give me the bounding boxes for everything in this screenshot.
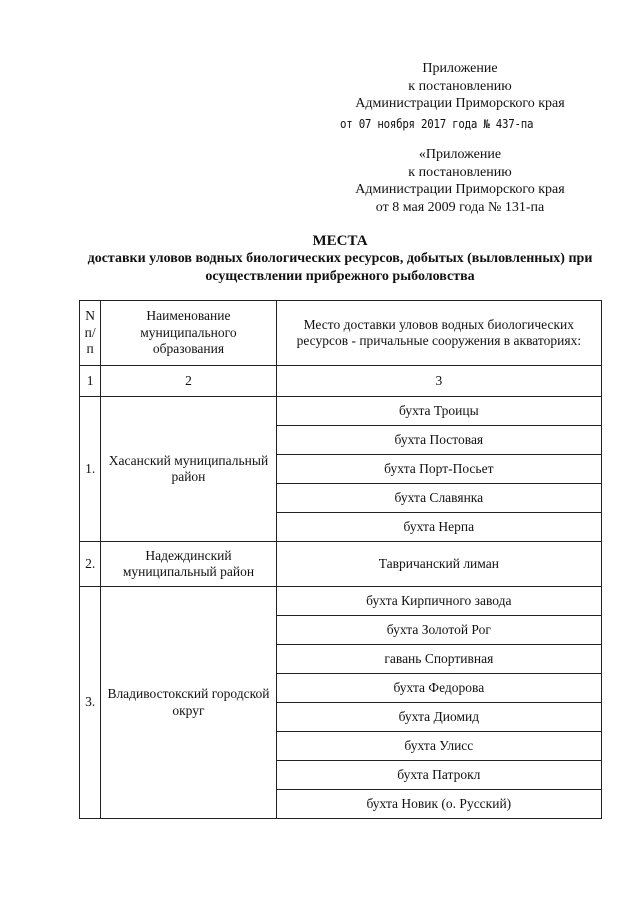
delivery-place: бухта Патрокл: [276, 761, 601, 790]
row-number: 2.: [80, 542, 101, 587]
original-appendix-header: [330, 146, 590, 216]
row-number: 3.: [80, 587, 101, 819]
delivery-places-table: [79, 300, 602, 819]
delivery-place: бухта Постовая: [276, 426, 601, 455]
appendix-line: Администрации Приморского края: [355, 182, 565, 197]
delivery-place: бухта Диомид: [276, 703, 601, 732]
delivery-place: бухта Новик (о. Русский): [276, 790, 601, 819]
municipality-name: Надеждинский муниципальный район: [101, 542, 276, 587]
column-number: 2: [101, 366, 276, 397]
appendix-line: Приложение: [422, 61, 498, 76]
header-number: N п/п: [80, 301, 101, 366]
row-number: 1.: [80, 397, 101, 542]
delivery-place: Тавричанский лиман: [276, 542, 601, 587]
delivery-place: бухта Федорова: [276, 674, 601, 703]
delivery-place: бухта Порт-Посьет: [276, 455, 601, 484]
header-municipality: Наименование муниципального образования: [101, 301, 276, 366]
delivery-place: гавань Спортивная: [276, 645, 601, 674]
appendix-line: «Приложение: [418, 147, 502, 162]
column-number: 3: [276, 366, 601, 397]
appendix-line: от 8 мая 2009 года № 131-па: [375, 199, 545, 215]
appendix-header: [330, 60, 590, 113]
appendix-line: к постановлению: [408, 164, 512, 180]
document-subtitle: доставки уловов водных биологических ресурсов, добытых (выловленных) при осуществлении прибрежного рыболовства: [87, 251, 593, 284]
municipality-name: Владивостокский городской округ: [101, 587, 276, 819]
appendix-line: Администрации Приморского края: [355, 96, 565, 111]
column-number-row: [80, 366, 602, 397]
municipality-name: Хасанский муниципальный район: [101, 397, 276, 542]
delivery-place: бухта Кирпичного завода: [276, 587, 601, 616]
table-row: [80, 542, 602, 587]
header-place: Место доставки уловов водных биологических ресурсов - причальные сооружения в акваториях:: [276, 301, 601, 366]
delivery-place: бухта Нерпа: [276, 513, 601, 542]
table-header-row: [80, 301, 602, 366]
table-row: [80, 397, 602, 426]
delivery-place: бухта Славянка: [276, 484, 601, 513]
delivery-place: бухта Золотой Рог: [276, 616, 601, 645]
delivery-place: бухта Улисс: [276, 732, 601, 761]
appendix-line: к постановлению: [408, 78, 512, 94]
document-title: МЕСТА: [312, 233, 368, 249]
delivery-place: бухта Троицы: [276, 397, 601, 426]
column-number: 1: [80, 366, 101, 397]
table-row: [80, 587, 602, 616]
decree-date-line: от 07 ноября 2017 года № 437-па: [340, 117, 534, 131]
